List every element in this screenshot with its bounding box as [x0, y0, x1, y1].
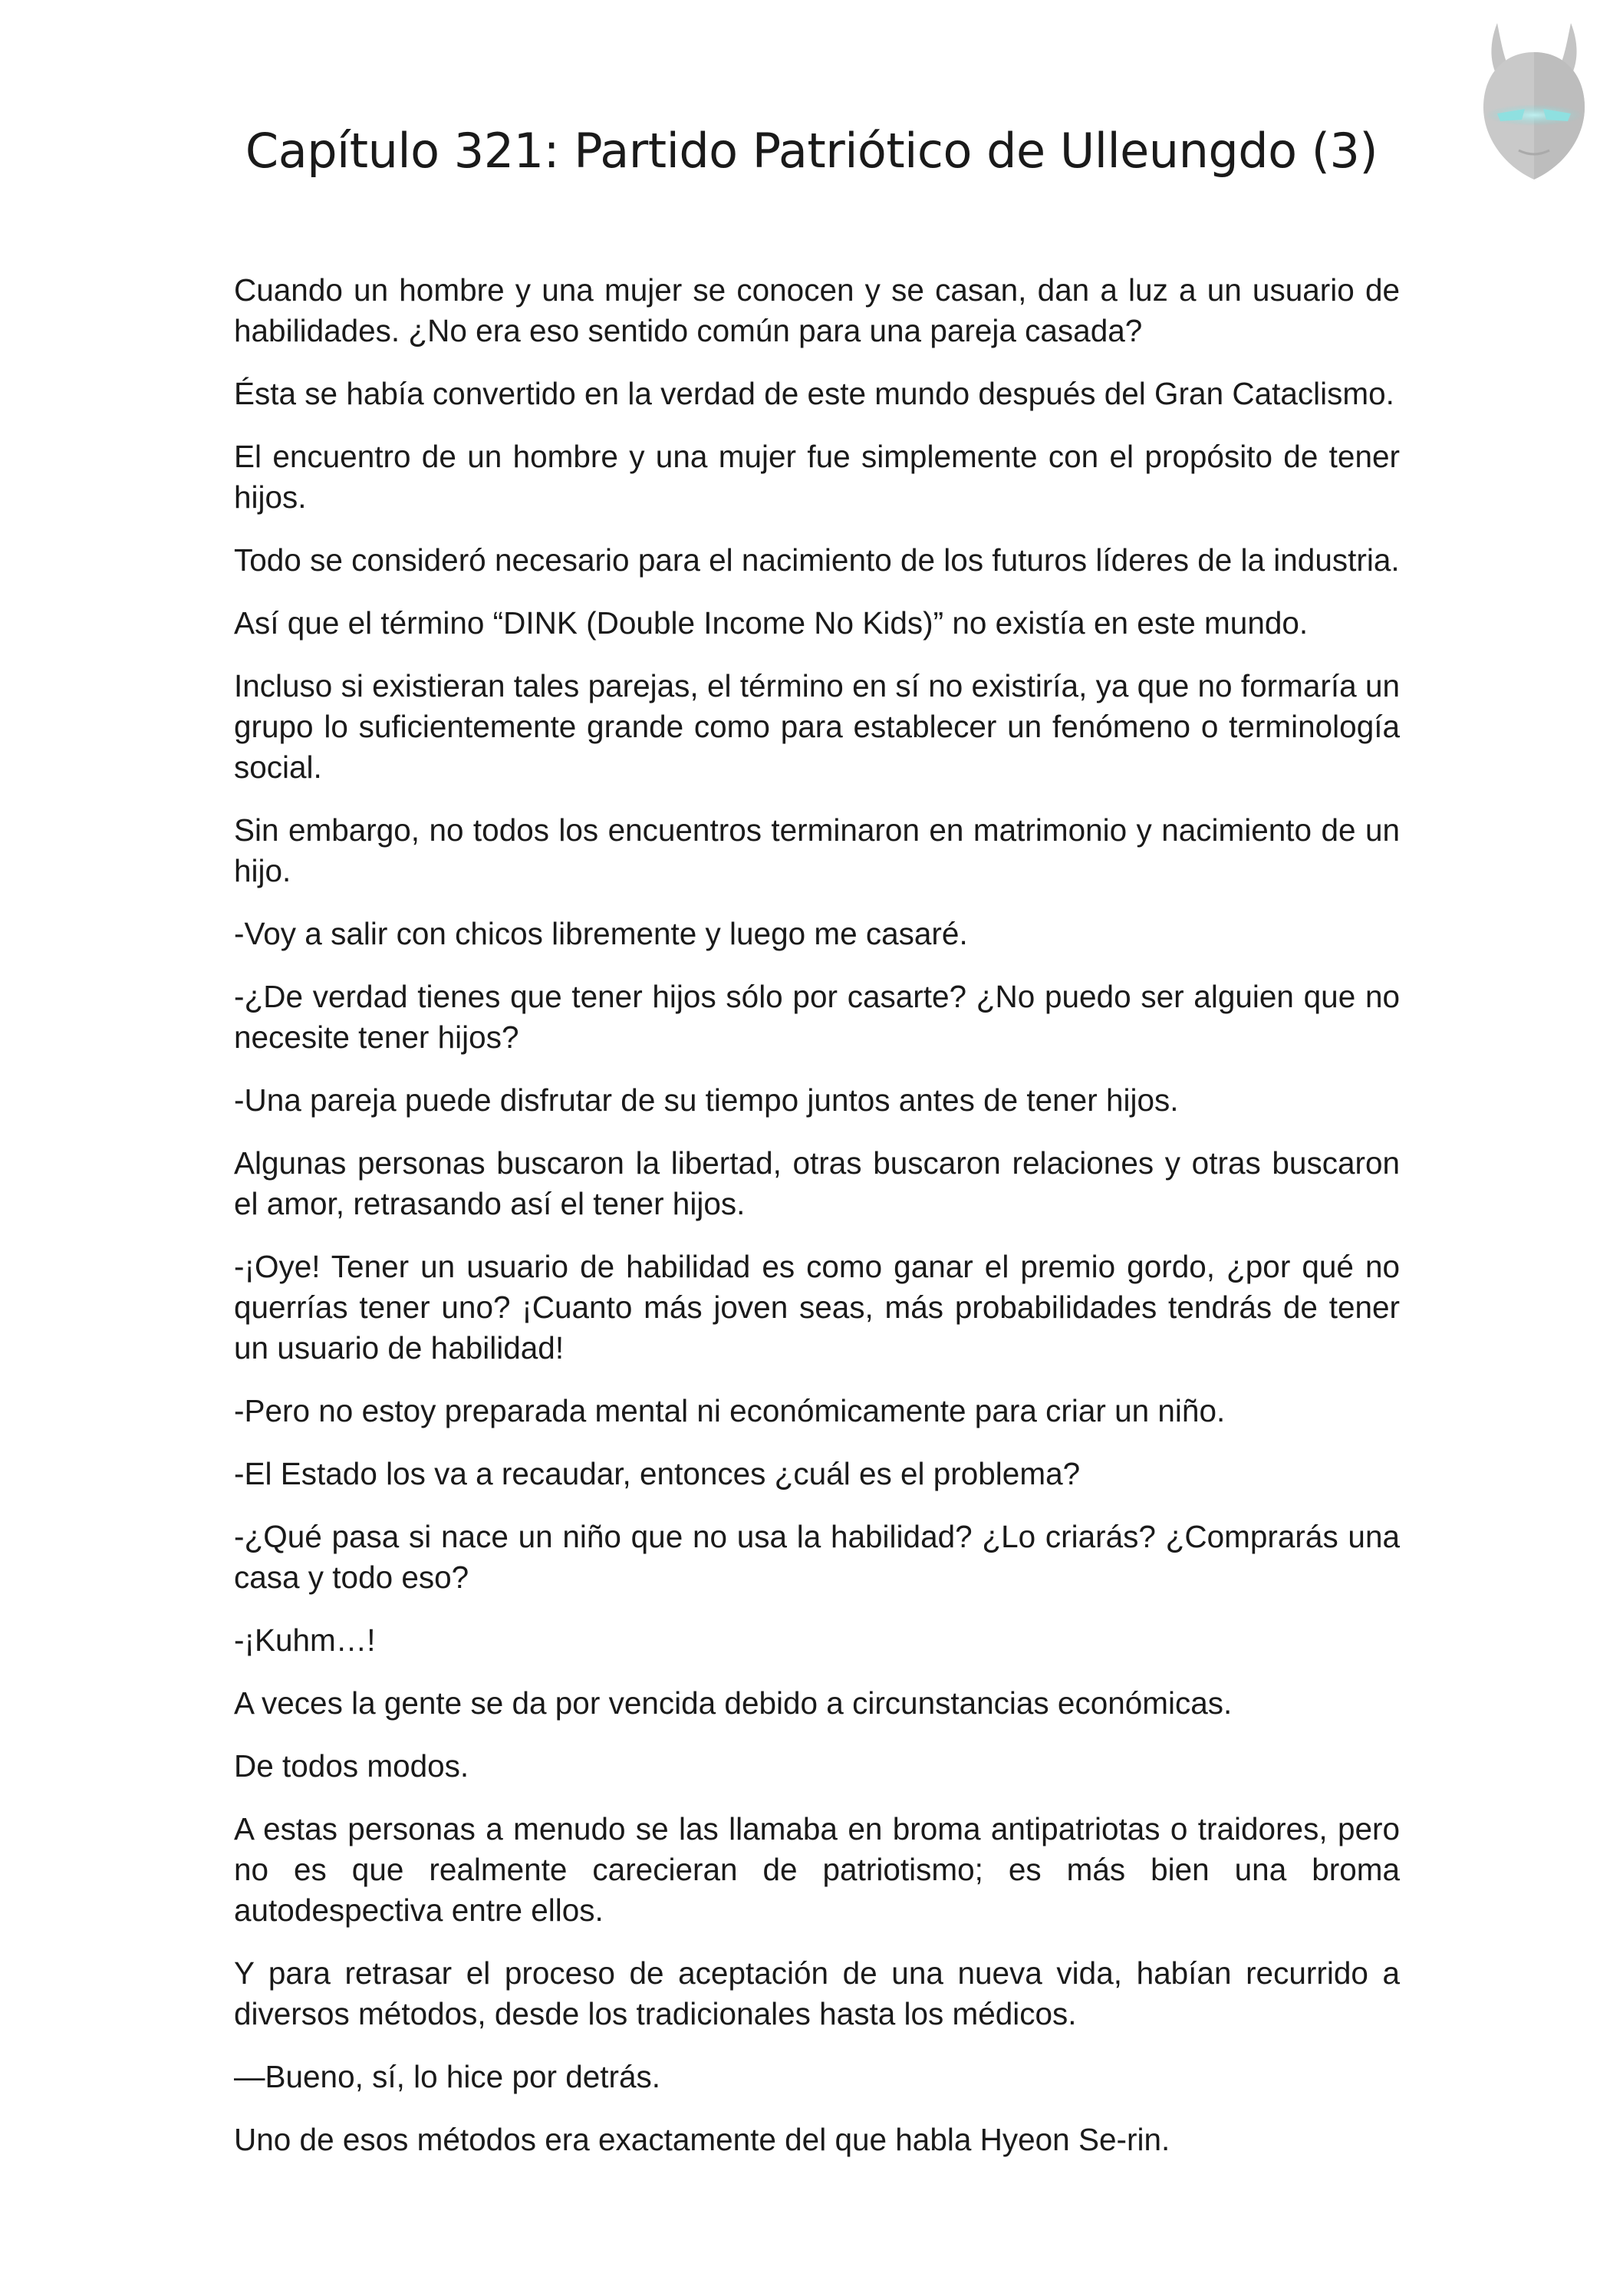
paragraph: Algunas personas buscaron la libertad, otras buscaron relaciones y otras buscaron el amor, retrasando así el tener hijos.	[234, 1145, 1400, 1221]
paragraph: Todo se consideró necesario para el nacimiento de los futuros líderes de la industria.	[234, 542, 1400, 578]
dialogue-line: -¿Qué pasa si nace un niño que no usa la habilidad? ¿Lo criarás? ¿Comprarás una casa y todo eso?	[234, 1519, 1400, 1595]
paragraph: Sin embargo, no todos los encuentros terminaron en matrimonio y nacimiento de un hijo.	[234, 812, 1400, 888]
paragraph: Incluso si existieran tales parejas, el término en sí no existiría, ya que no formaría un grupo lo suficientemente grande como para establecer un fenómeno o terminología social.	[234, 668, 1400, 785]
paragraph: Así que el término “DINK (Double Income No Kids)” no existía en este mundo.	[234, 605, 1309, 641]
dialogue-line: -Voy a salir con chicos libremente y luego me casaré.	[234, 916, 968, 951]
chapter-body	[234, 270, 1400, 2182]
dialogue-line: -El Estado los va a recaudar, entonces ¿cuál es el problema?	[234, 1456, 1081, 1491]
paragraph: El encuentro de un hombre y una mujer fue simplemente con el propósito de tener hijos.	[234, 439, 1400, 515]
paragraph: De todos modos.	[234, 1748, 469, 1784]
paragraph: Cuando un hombre y una mujer se conocen y se casan, dan a luz a un usuario de habilidades. ¿No era eso sentido común para una pareja casada?	[234, 272, 1400, 348]
dialogue-line: —Bueno, sí, lo hice por detrás.	[234, 2059, 661, 2094]
dialogue-line: -¡Oye! Tener un usuario de habilidad es como ganar el premio gordo, ¿por qué no querrías tener uno? ¡Cuanto más joven seas, más probabilidades tendrás de tener un usuario de habilidad!	[234, 1249, 1400, 1365]
dialogue-line: -Pero no estoy preparada mental ni económicamente para criar un niño.	[234, 1393, 1226, 1428]
paragraph: A veces la gente se da por vencida debido a circunstancias económicas.	[234, 1685, 1233, 1721]
paragraph: Uno de esos métodos era exactamente del que habla Hyeon Se-rin.	[234, 2122, 1170, 2157]
dialogue-line: -¡Kuhm…!	[234, 1622, 376, 1658]
paragraph: A estas personas a menudo se las llamaba en broma antipatriotas o traidores, pero no es que realmente carecieran de patriotismo; es más bien una broma autodespectiva entre ellos.	[234, 1811, 1400, 1928]
dialogue-line: -Una pareja puede disfrutar de su tiempo juntos antes de tener hijos.	[234, 1082, 1179, 1118]
paragraph: Y para retrasar el proceso de aceptación de una nueva vida, habían recurrido a diversos métodos, desde los tradicionales hasta los médicos.	[234, 1955, 1400, 2031]
dialogue-line: -¿De verdad tienes que tener hijos sólo por casarte? ¿No puedo ser alguien que no necesite tener hijos?	[234, 979, 1400, 1055]
page-title: Capítulo 321: Partido Patriótico de Ulleungdo (3)	[245, 123, 1378, 179]
paragraph: Ésta se había convertido en la verdad de este mundo después del Gran Cataclismo.	[234, 376, 1394, 411]
